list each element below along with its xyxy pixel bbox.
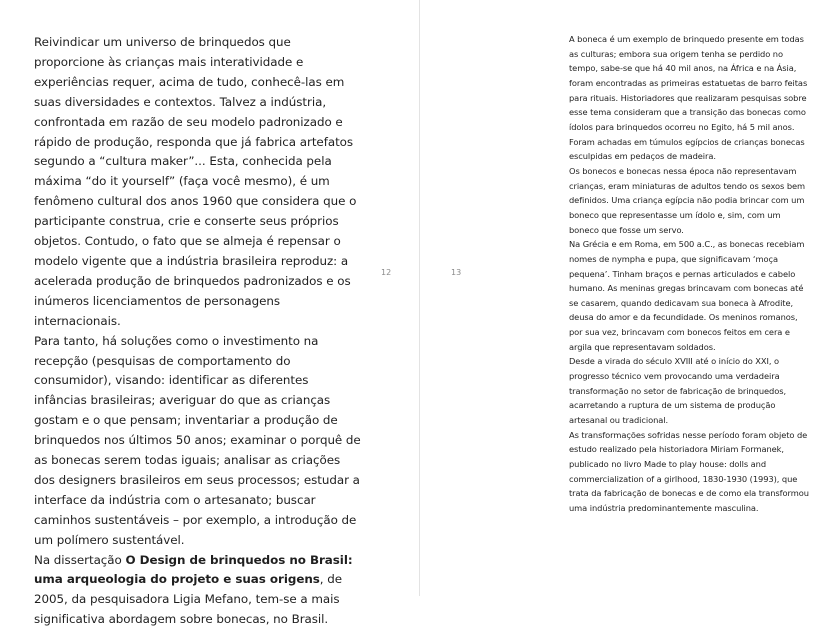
right-paragraph-3: Na Grécia e em Roma, em 500 a.C., as bonecas recebiam nomes de nympha e pupa, que significavam ‘moça pequena’. Tinham braços e pernas articulados e cabelo humano. As meninas gregas brincavam com bonecas até se casarem, quando dedicavam sua boneca à Afrodite, deusa do amor e da fecundidade. Os meninos romanos, por sua vez, brincavam com bonecos feitos em cera e argila que representavam soldados. <box>569 239 805 352</box>
page-number-left: 12 <box>381 268 392 277</box>
right-paragraph-4: Desde a virada do século XVIII até o início do XXI, o progresso técnico vem provocando uma verdadeira transformação no setor de fabricação de brinquedos, acarretando a ruptura de um sistema de produção artesanal ou tradicional. <box>569 356 786 426</box>
left-page <box>0 0 419 627</box>
right-paragraph-1: A boneca é um exemplo de brinquedo presente em todas as culturas; embora sua origem tenha se perdido no tempo, sabe-se que há 40 mil anos, na África e na Ásia, foram encontradas as primeiras estatuetas de barro feitas para rituais. Historiadores que realizaram pesquisas sobre esse tema consideram que a transição das bonecas como ídolos para brinquedos ocorreu no Egito, há 5 mil anos. Foram achadas em túmulos egípcios de crianças bonecas esculpidas em pedaços de madeira. <box>569 34 808 162</box>
left-paragraph-2: Para tanto, há soluções como o investimento na recepção (pesquisas de comportamento do consumidor), visando: identificar as diferentes infâncias brasileiras; averiguar do que as crianças gostam e o que pensam; inventariar a produção de brinquedos nos últimos 50 anos; examinar o porquê de as bonecas serem todas iguais; analisar as criações dos designers brasileiros em seus processos; estudar a interface da indústria com o artesanato; buscar caminhos sustentáveis – por exemplo, a introdução de um polímero sustentável. <box>34 333 361 547</box>
left-paragraph-1: Reivindicar um universo de brinquedos que proporcione às crianças mais interatividade e experiências requer, acima de tudo, conhecê-las em suas diversidades e contextos. Talvez a indústria, confrontada em razão de seu modelo padronizado e rápido de produção, responda que já fabrica artefatos segundo a “cultura maker”... Esta, conhecida pela máxima “do it yourself” (faça você mesmo), é um fenômeno cultural dos anos 1960 que considera que o participante construa, crie e conserte seus próprios objetos. Contudo, o fato que se almeja é repensar o modelo vigente que a indústria brasileira reproduz: a acelerada produção de brinquedos padronizados e os inúmeros licenciamentos de personagens internacionais. <box>34 35 357 328</box>
dissertation-title: O Design de brinquedos no Brasil: uma arqueologia do projeto e suas origens <box>34 552 353 587</box>
left-paragraph-3 <box>34 551 364 630</box>
left-paragraph-3-suffix: , de 2005, da pesquisadora Ligia Mefano, tem-se a mais significativa abordagem sobre bonecas, no Brasil. <box>34 572 343 627</box>
right-page-body <box>569 32 809 516</box>
right-paragraph-2: Os bonecos e bonecas nessa época não representavam crianças, eram miniaturas de adultos tendo os sexos bem definidos. Uma criança egípcia não podia brincar com um boneco que representasse um ídolo e, sim, com um boneco que fosse um servo. <box>569 165 806 235</box>
left-paragraph-3-prefix: Na dissertação <box>34 552 126 567</box>
page-divider <box>419 0 420 596</box>
left-page-body <box>34 33 364 630</box>
page-number-right: 13 <box>451 268 462 277</box>
right-paragraph-5: As transformações sofridas nesse período foram objeto de estudo realizado pela historiadora Miriam Formanek, publicado no livro Made to play house: dolls and commercialization of a girlhood, 1830-1930 (1993), que trata da fabricação de bonecas e de como ela transformou uma indústria predominantemente masculina. <box>569 429 809 513</box>
